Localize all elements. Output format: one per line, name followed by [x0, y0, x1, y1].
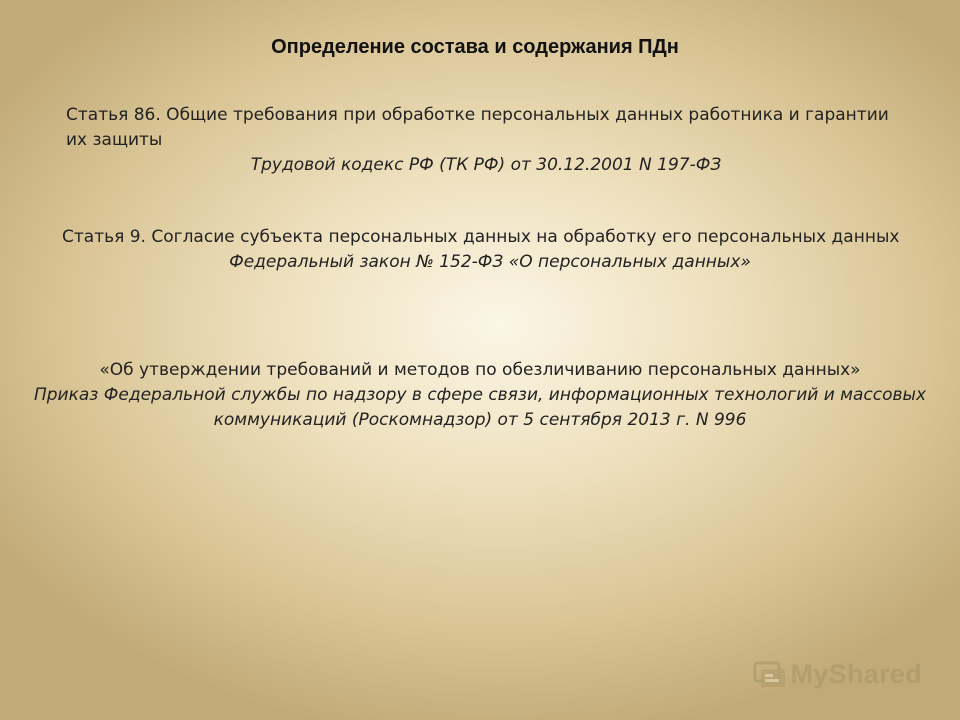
law-item-federal-law [62, 225, 918, 275]
article-heading: Статья 86. Общие требования при обработке персональных данных работника и гарантии их защиты [66, 105, 889, 150]
law-item-roskomnadzor-order [20, 358, 940, 433]
slide-title: Определение состава и содержания ПДн [271, 36, 679, 58]
myshared-logo-text: MyShared [790, 659, 922, 689]
law-item-labor-code [66, 103, 906, 178]
myshared-logo-icon [753, 660, 787, 690]
order-heading: «Об утверждении требований и методов по обезличиванию персональных данных» [99, 360, 861, 380]
article-source: Федеральный закон № 152-ФЗ «О персональных данных» [229, 252, 751, 272]
article-source: Трудовой кодекс РФ (ТК РФ) от 30.12.2001 N 197-ФЗ [250, 155, 722, 175]
article-heading: Статья 9. Согласие субъекта персональных данных на обработку его персональных данных [62, 227, 900, 247]
myshared-watermark [753, 659, 922, 690]
order-source: Приказ Федеральной службы по надзору в сфере связи, информационных технологий и массовых коммуникаций (Роскомнадзор) от 5 сентября 2013 г. N 996 [33, 385, 927, 430]
